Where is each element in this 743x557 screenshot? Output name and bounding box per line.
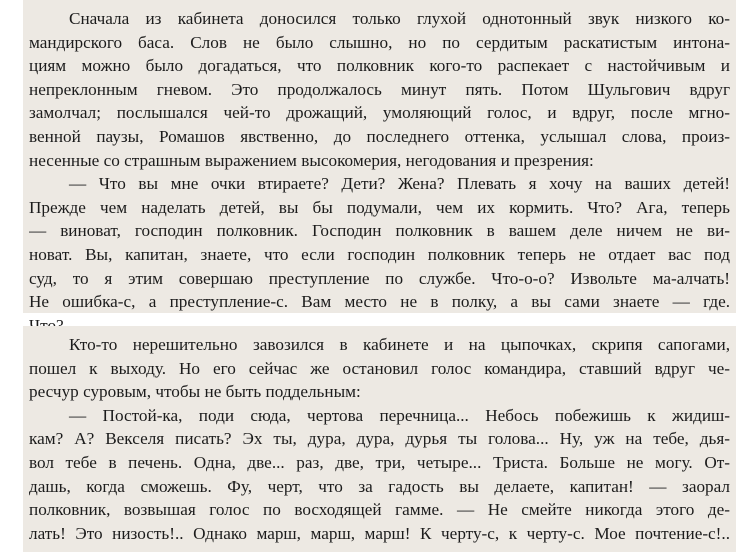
text-line: непреклонным гневом. Это продолжалось минут пять. Потом Шульгович вдруг	[29, 79, 730, 99]
text-line: Не ошибка-с, а преступление-с. Вам место не в полку, а вы сами знаете — где.	[29, 292, 730, 312]
text-line: дашь, когда сможешь. Фу, черт, что за гадость вы делаете, капитан! — заорал	[29, 476, 730, 496]
text-line: ресчур суровым, чтобы не быть поддельным:	[29, 382, 361, 402]
text-panel-bottom	[23, 326, 736, 552]
text-line: мандирского баса. Слов не было слышно, но по сердитым раскатистым интона-	[29, 32, 730, 52]
text-line: Кто-то нерешительно завозился в кабинете и на цыпочках, скрипя сапогами,	[69, 335, 730, 354]
text-line: суд, то я этим совершаю преступление по службе. Что-о-о? Извольте ма-алчать!	[29, 268, 730, 288]
text-line: Прежде чем наделать детей, вы бы подумали, чем их кормить. Что? Ага, теперь	[29, 197, 730, 217]
text-line: — Что вы мне очки втираете? Дети? Жена? Плевать я хочу на ваших детей!	[69, 174, 730, 194]
paragraph-2	[29, 172, 730, 337]
text-line: полковник, возвышая голос по восходящей гамме. — Не смейте никогда этого де-	[29, 500, 730, 520]
text-panel-top	[23, 0, 736, 313]
text-line: пошел к выходу. Но его сейчас же остановил голос командира, ставший вдруг че-	[29, 358, 730, 378]
text-line: — виноват, господин полковник. Господин полковник в вашем деле ничем не ви-	[29, 221, 730, 241]
paragraph-1	[29, 7, 730, 172]
text-line: замолчал; послышался чей-то дрожащий, умоляющий голос, и вдруг, после мгно-	[29, 103, 730, 123]
text-line: лать! Это низость!.. Однако марш, марш, марш! К черту-с, к черту-с. Мое почтение-с!..	[29, 523, 730, 543]
text-line: вол тебе в печень. Одна, две... раз, две, три, четыре... Триста. Больше не могу. От-	[29, 452, 730, 472]
paragraph-4	[29, 404, 730, 546]
text-line: новат. Вы, капитан, знаете, что если господин полковник теперь не отдает вас под	[29, 244, 730, 264]
paragraph-3	[29, 333, 730, 404]
text-line: — Постой-ка, поди сюда, чертова перечница... Небось побежишь к жидиш-	[69, 405, 730, 425]
text-line: Сначала из кабинета доносился только глухой однотонный звук низкого ко-	[69, 9, 730, 28]
text-line: кам? А? Векселя писать? Эх ты, дура, дура, дурья ты голова... Ну, уж на тебе, дья-	[29, 429, 730, 449]
text-line: несенные со страшным выражением высокомерия, негодования и презрения:	[29, 150, 594, 170]
text-line: циям можно было догадаться, что полковник кого-то распекает с настойчивым и	[29, 56, 730, 76]
text-line: венной паузы, Ромашов явственно, до последнего оттенка, услышал слова, произ-	[29, 126, 730, 146]
